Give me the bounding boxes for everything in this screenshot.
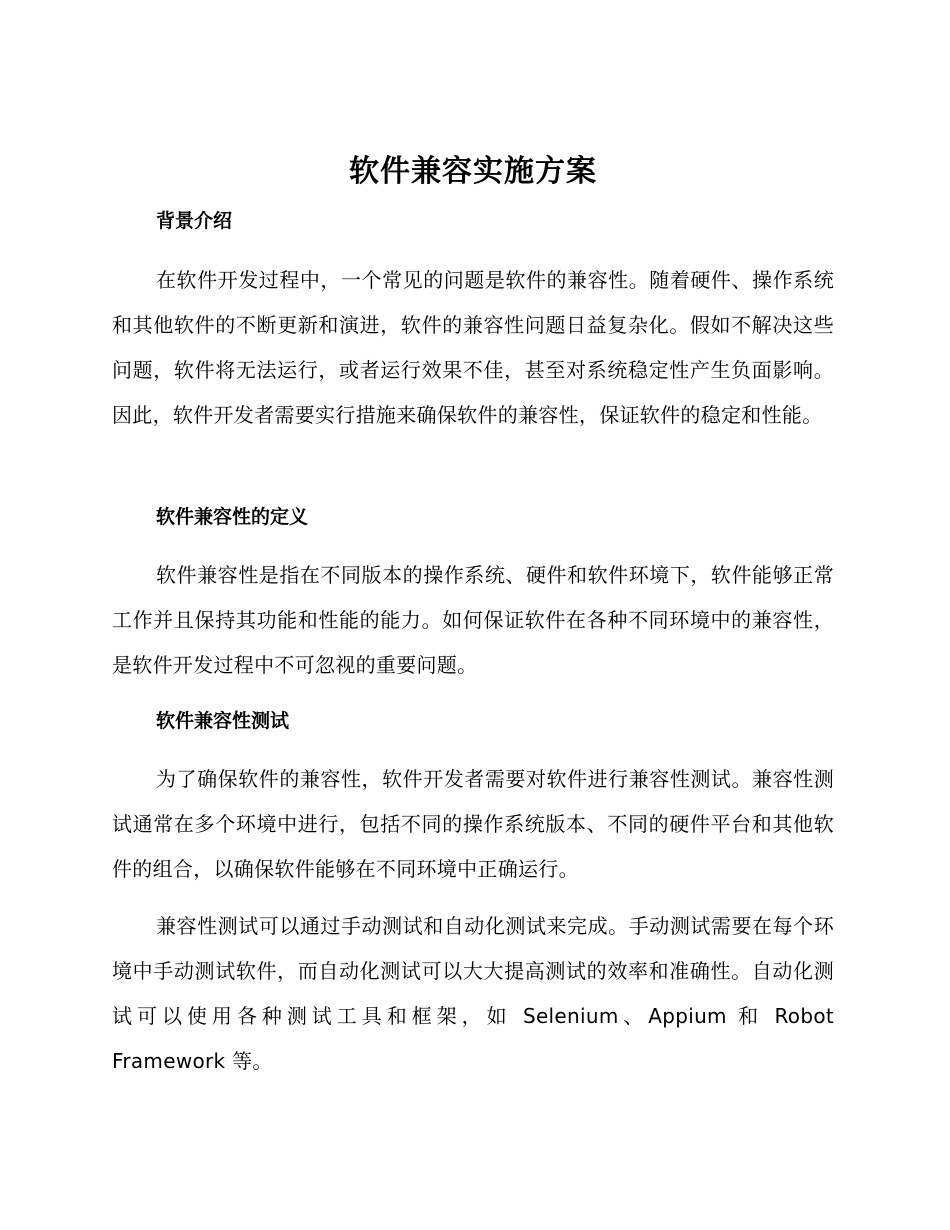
- section-heading-testing: 软件兼容性测试: [156, 710, 290, 732]
- paragraph-background: 在软件开发过程中，一个常见的问题是软件的兼容性。随着硬件、操作系统和其他软件的不断更新和演进，软件的兼容性问题日益复杂化。假如不解决这些问题，软件将无法运行，或者运行效果不佳，甚至对系统稳定性产生负面影响。因此，软件开发者需要实行措施来确保软件的兼容性，保证软件的稳定和性能。: [112, 268, 834, 427]
- paragraph-testing-2: 兼容性测试可以通过手动测试和自动化测试来完成。手动测试需要在每个环境中手动测试软件，而自动化测试可以大大提高测试的效率和准确性。自动化测试可以使用各种测试工具和框架，如 Selenium、Appium 和 Robot Framework 等。: [112, 914, 834, 1073]
- paragraph-definition: 软件兼容性是指在不同版本的操作系统、硬件和软件环境下，软件能够正常工作并且保持其功能和性能的能力。如何保证软件在各种不同环境中的兼容性，是软件开发过程中不可忽视的重要问题。: [112, 563, 834, 677]
- paragraph-testing-1: 为了确保软件的兼容性，软件开发者需要对软件进行兼容性测试。兼容性测试通常在多个环境中进行，包括不同的操作系统版本、不同的硬件平台和其他软件的组合，以确保软件能够在不同环境中正确运行。: [112, 767, 834, 881]
- document-title: 软件兼容实施方案: [349, 154, 597, 189]
- section-heading-background: 背景介绍: [156, 210, 233, 232]
- section-heading-definition: 软件兼容性的定义: [156, 506, 309, 528]
